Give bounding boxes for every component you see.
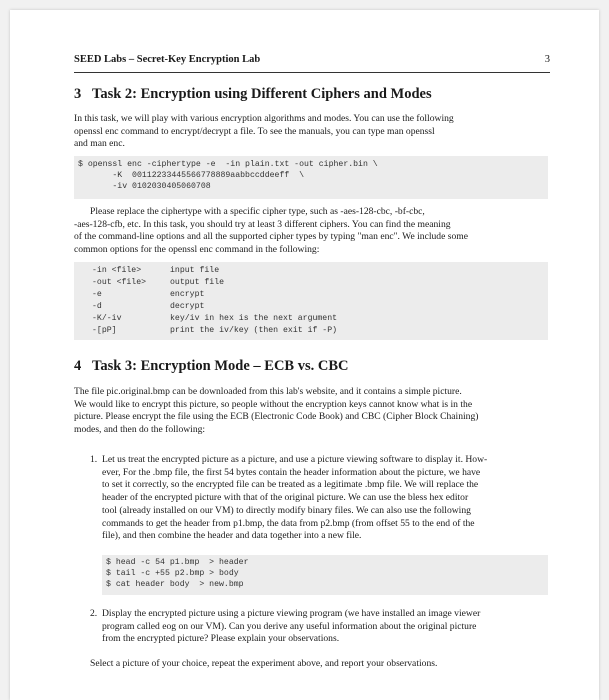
task3-intro	[74, 386, 548, 437]
option-row	[74, 325, 548, 337]
text-line: Please replace the ciphertype with a specific cipher type, such as -aes-128-cbc, -bf-cbc,	[90, 206, 425, 217]
section-number: 3	[74, 86, 82, 102]
text-line: file), and then combine the header and data together into a new file.	[102, 530, 362, 542]
task2-intro	[74, 113, 548, 151]
task2-options-text	[74, 206, 548, 257]
text-line: from the encrypted picture? Please explain your observations.	[102, 633, 340, 645]
text-line: We would like to encrypt this picture, so people without the encryption keys cannot know what is in the	[74, 398, 473, 410]
bmp-command-block	[102, 555, 548, 595]
option-flag: -in <file>	[92, 266, 142, 275]
option-description: decrypt	[170, 302, 205, 311]
option-row	[74, 313, 548, 325]
list-number: 2.	[90, 608, 98, 619]
running-header	[74, 54, 550, 65]
text-line: and man enc.	[74, 138, 125, 150]
section-heading-task3	[74, 358, 348, 375]
openssl-command-block	[74, 156, 548, 199]
text-line: -aes-128-cfb, etc. In this task, you should try at least 3 different ciphers. You can find the meaning	[74, 218, 451, 230]
code-line: $ head -c 54 p1.bmp > header	[106, 558, 249, 567]
option-flag: -d	[92, 302, 102, 311]
code-line: -iv 0102030405060708	[78, 182, 211, 192]
code-line: -K 00112233445566778889aabbccddeeff \	[78, 171, 305, 181]
text-line: to set it correctly, so the encrypted file can be treated as a legitimate .bmp file. We will replace the	[102, 479, 479, 491]
list-number: 1.	[90, 454, 98, 465]
text-line: commands to get the header from p1.bmp, the data from p2.bmp (from offset 55 to the end of the	[102, 517, 475, 529]
option-description: print the iv/key (then exit if -P)	[170, 326, 338, 335]
text-line: picture. Please encrypt the file using the ECB (Electronic Code Book) and CBC (Cipher Block Chaining)	[74, 411, 479, 423]
option-description: output file	[170, 278, 225, 287]
option-flag: -e	[92, 290, 102, 299]
code-line: $ tail -c +55 p2.bmp > body	[106, 569, 239, 579]
text-line: of the command-line options and all the supported cipher types by typing "man enc". We include some	[74, 231, 469, 243]
document-page	[10, 10, 599, 700]
section-number: 4	[74, 358, 82, 374]
option-flag: -out <file>	[92, 278, 147, 287]
text-line: header of the encrypted picture with that of the original picture. We can use the bless hex editor	[102, 492, 469, 504]
text-line: ever, For the .bmp file, the first 54 bytes contain the header information about the picture, we have	[102, 466, 481, 478]
option-row	[74, 289, 548, 301]
option-description: encrypt	[170, 290, 205, 299]
list-item-2	[90, 608, 548, 648]
option-row	[74, 301, 548, 313]
text-line: Display the encrypted picture using a picture viewing program (we have installed an image viewer	[102, 608, 481, 619]
text-line: Select a picture of your choice, repeat the experiment above, and report your observations.	[90, 658, 438, 669]
page-number: 3	[544, 54, 550, 65]
header-title: SEED Labs – Secret-Key Encryption Lab	[74, 54, 261, 65]
option-row	[74, 265, 548, 277]
option-flag: -K/-iv	[92, 314, 122, 323]
section-title: Task 2: Encryption using Different Ciphers and Modes	[92, 86, 432, 102]
text-line: Let us treat the encrypted picture as a picture, and use a picture viewing software to display it. How-	[102, 454, 488, 465]
options-table	[74, 262, 548, 340]
section-heading-task2	[74, 86, 432, 103]
option-flag: -[pP]	[92, 326, 117, 335]
text-line: program called eog on our VM). Can you derive any useful information about the original picture	[102, 620, 477, 632]
code-line: $ openssl enc -ciphertype -e -in plain.txt -out cipher.bin \	[78, 160, 378, 169]
text-line: openssl enc command to encrypt/decrypt a file. To see the manuals, you can type man openssl	[74, 125, 435, 137]
text-line: The file pic.original.bmp can be downloaded from this lab's website, and it contains a simple picture.	[74, 386, 462, 397]
header-rule	[74, 72, 550, 73]
text-line: common options for the openssl enc command in the following:	[74, 244, 320, 256]
option-description: key/iv in hex is the next argument	[170, 314, 338, 323]
closing-paragraph	[74, 658, 548, 671]
section-title: Task 3: Encryption Mode – ECB vs. CBC	[92, 358, 349, 374]
text-line: In this task, we will play with various encryption algorithms and modes. You can use the following	[74, 113, 454, 124]
text-line: tool (already installed on our VM) to directly modify binary files. We can also use the following	[102, 504, 471, 516]
text-line: modes, and then do the following:	[74, 424, 206, 436]
option-description: input file	[170, 266, 220, 275]
code-line: $ cat header body > new.bmp	[106, 580, 244, 590]
option-row	[74, 277, 548, 289]
